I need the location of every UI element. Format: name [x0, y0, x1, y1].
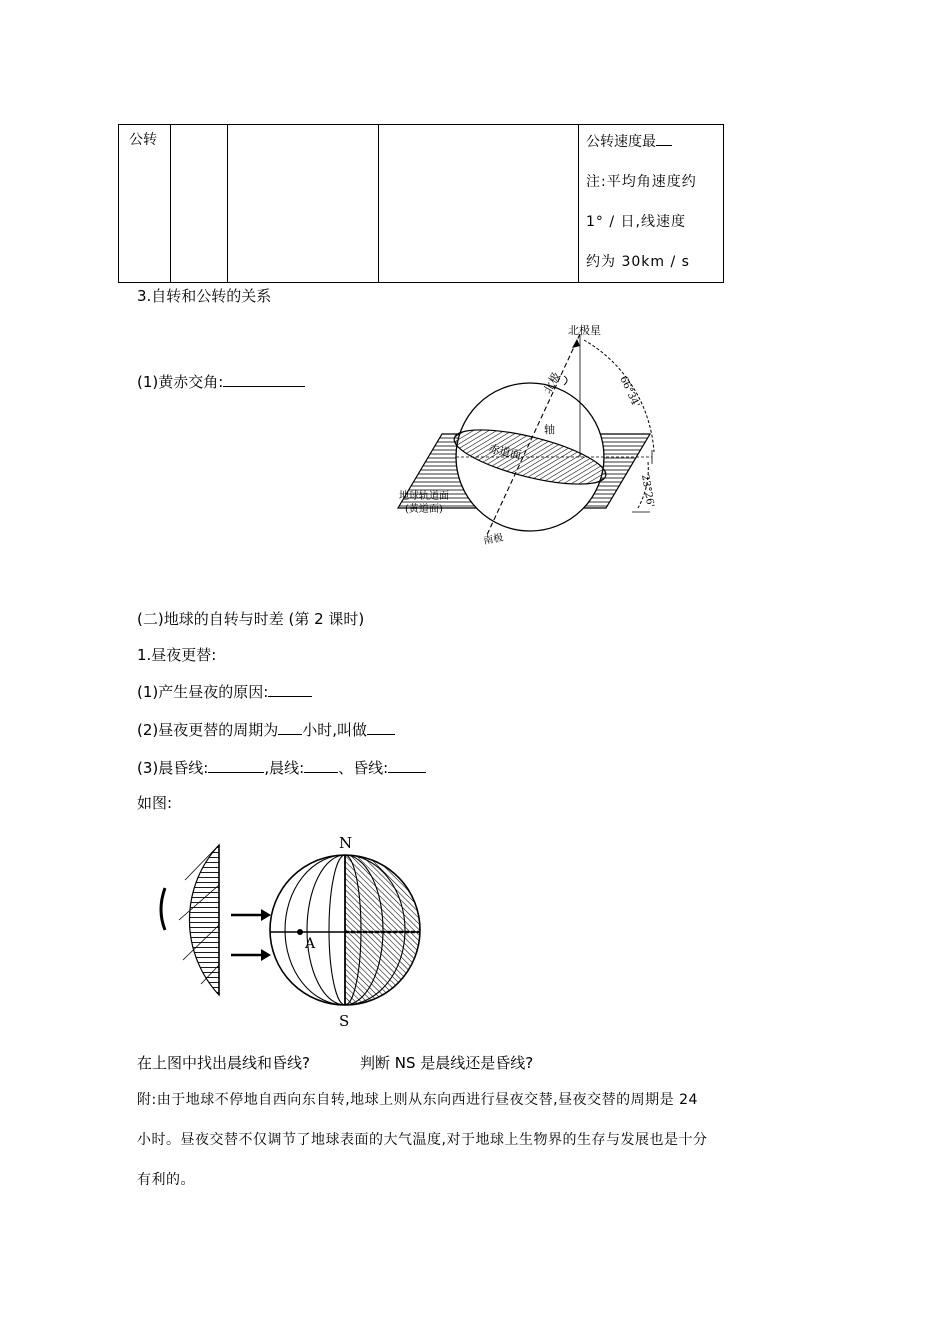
table-cell: [228, 125, 379, 283]
blank-line: [367, 719, 395, 735]
blank-line: [208, 757, 264, 773]
item-title: 1.昼夜更替:: [137, 646, 217, 664]
obliquity-question: (1)黄赤交角:: [137, 371, 305, 392]
equator-plane-label: 赤道面: [487, 442, 523, 462]
sunlight-arrow: [261, 909, 271, 921]
section-title: (二)地球的自转与时差 (第 2 课时): [137, 610, 365, 628]
table-cell: [379, 125, 579, 283]
point-a: [297, 929, 303, 935]
appendix-line: 附:由于地球不停地自西向东自转,地球上则从东向西进行昼夜交替,昼夜交替的周期是 24: [137, 1092, 698, 1108]
section-title: 3.自转和公转的关系: [137, 287, 272, 305]
note-line: 约为 30km / s: [586, 254, 690, 270]
question-line: (3)晨昏线: ,晨线: 、昏线:: [137, 757, 426, 778]
speed-label: 公转速度最: [586, 130, 723, 152]
point-a-label: A: [305, 936, 316, 952]
orbit-plane-label: 地球轨道面: [399, 491, 449, 502]
polaris-label: 北极星: [568, 324, 601, 337]
blank-line: [388, 757, 426, 773]
axis-label: 轴: [544, 423, 555, 436]
note-line: 1° / 日,线速度: [586, 214, 686, 230]
row-label-cell: [119, 125, 171, 283]
question-line: (1)产生昼夜的原因:: [137, 681, 312, 702]
speed-cell: [579, 125, 724, 283]
blank-line: [656, 130, 672, 146]
sunlight-arrow: [261, 949, 271, 961]
obliquity-diagram: [392, 312, 664, 552]
angle-66-label: 66°34': [617, 374, 642, 410]
north-pole-label: 北极: [540, 370, 564, 396]
orbit-plane-label-2: (黄道面): [405, 504, 443, 515]
row-label: 公转: [129, 132, 157, 148]
sun-ray-mark: [161, 888, 165, 930]
blank-line: [268, 681, 312, 697]
south-pole-label: 南极: [482, 532, 505, 547]
appendix-line: 小时。昼夜交替不仅调节了地球表面的大气温度,对于地球上生物界的生存与发展也是十分: [137, 1132, 708, 1148]
sun-shape: [189, 845, 219, 995]
question-line: (2)昼夜更替的周期为 小时,叫做: [137, 719, 395, 740]
note-line: 注:平均角速度约: [586, 174, 697, 190]
blank-line: [223, 371, 305, 387]
north-label: N: [339, 834, 353, 852]
angle-23-label: 23°26': [639, 473, 656, 509]
figure-caption: 如图:: [137, 794, 173, 812]
table-cell: [171, 125, 228, 283]
appendix: [137, 1090, 827, 1190]
blank-line: [304, 757, 338, 773]
orbit-table: [118, 124, 724, 283]
question-line: 在上图中找出晨线和昏线? 判断 NS 是晨线还是昏线?: [137, 1054, 534, 1072]
south-label: S: [339, 1012, 350, 1030]
appendix-line: 有利的。: [137, 1172, 195, 1188]
day-night-diagram: [155, 830, 430, 1030]
blank-line: [278, 719, 302, 735]
table-row: [119, 125, 724, 283]
